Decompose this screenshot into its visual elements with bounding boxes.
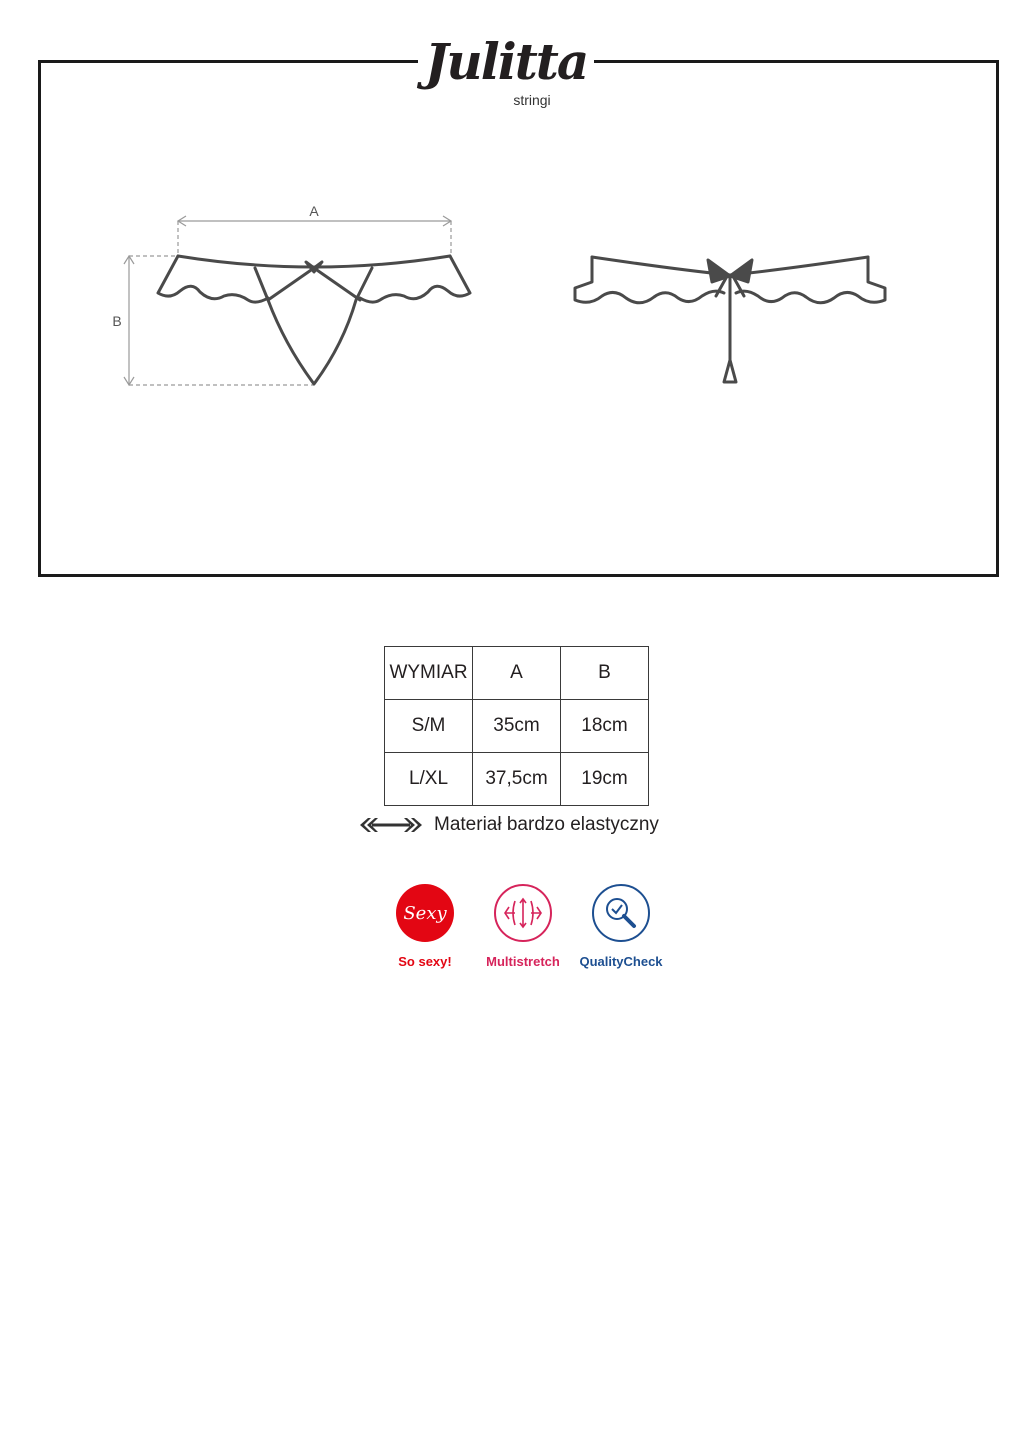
back-view-drawing: [575, 257, 885, 382]
front-view-drawing: [158, 256, 470, 384]
table-header-cell: WYMIAR: [385, 647, 473, 700]
table-cell: 37,5cm: [473, 753, 561, 806]
table-cell: 35cm: [473, 700, 561, 753]
table-cell: 19cm: [561, 753, 649, 806]
sexy-icon: [395, 883, 455, 943]
badge-so-sexy: [375, 883, 475, 969]
table-cell: 18cm: [561, 700, 649, 753]
dimension-a: [178, 203, 451, 257]
multistretch-icon: [493, 883, 553, 943]
double-arrow-icon: [358, 815, 424, 835]
product-drawings: [0, 0, 1035, 600]
table-header-row: [385, 647, 649, 700]
material-note: [358, 812, 659, 838]
table-header-cell: B: [561, 647, 649, 700]
badge-quality-check: [571, 883, 671, 969]
badge-label: QualityCheck: [579, 954, 663, 969]
dimension-b-label: B: [112, 313, 122, 329]
sexy-icon-text: Sexy: [403, 903, 447, 924]
size-table: [384, 646, 649, 806]
table-header-cell: A: [473, 647, 561, 700]
badge-label: So sexy!: [398, 954, 452, 969]
material-note-text: Materiał bardzo elastyczny: [434, 814, 659, 835]
table-row: [385, 700, 649, 753]
logo-subtitle: stringi: [513, 92, 551, 108]
table-row: [385, 753, 649, 806]
table-cell: L/XL: [385, 753, 473, 806]
logo-title: Julitta: [424, 32, 588, 91]
badge-label: Multistretch: [486, 954, 560, 969]
table-cell: S/M: [385, 700, 473, 753]
dimension-b: [112, 256, 314, 385]
dimension-a-label: A: [309, 203, 319, 219]
quality-check-icon: [591, 883, 651, 943]
badge-multistretch: [473, 883, 573, 969]
